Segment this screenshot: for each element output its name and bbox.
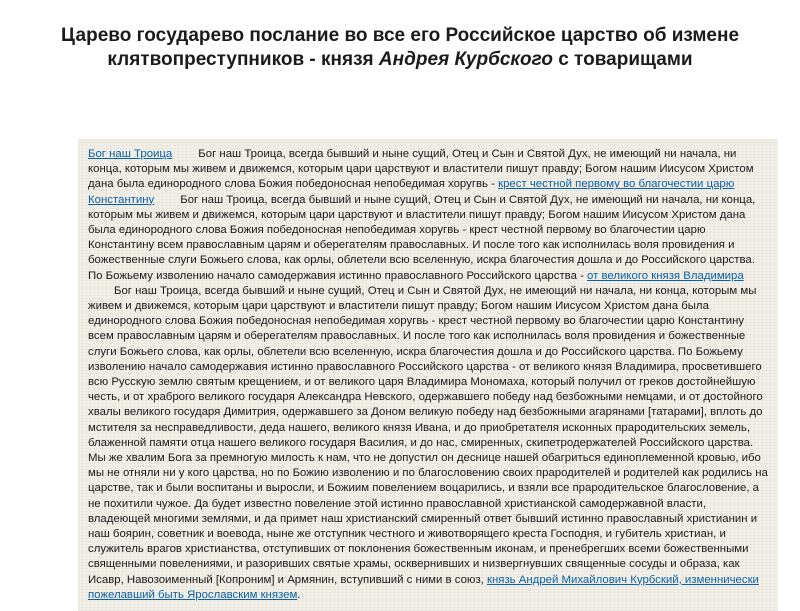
page-title (40, 24, 760, 72)
text-fragment-1: Бог наш Троица, всегда бывший и ныне сущий, Отец и Сын и Святой Дух, не имеющий ни начала, ни конца, которым мы живем и движемся, которым цари царствуют и властители пишут правду; Богом нашим Иисусом Христом дана была единородного слова Божия победоносная непобедимая хоругвь - (88, 148, 754, 191)
link-bog-nash-troica[interactable]: Бог наш Троица (88, 148, 173, 160)
title-part2: с товарищами (552, 49, 693, 70)
link-krest-konstantin[interactable]: крест честной первому во благочестии царю Константину (88, 178, 735, 206)
title-italic-name: Андрея Курбского (378, 49, 553, 70)
link-knyaz-kurbsky[interactable]: князь Андрей Михайлович Курбский, изменнически пожелавший быть Ярославским князем (88, 573, 759, 601)
text-fragment-2: Бог наш Троица, всегда бывший и ныне сущий, Отец и Сын и Святой Дух, не имеющий ни начала, ни конца, которым мы живем и движемся, которым цари царствуют и властители пишут правду; Богом нашим Иисусом Христом дана была единородного слова Божия победоносная непобедимая хоругвь - крест честной первому во благочестии царю Константину всем православным царям и оберегателям православных. И после того как исполнилась воля провидения и божественные слуги Божьего слова, как орлы, облетели всю вселенную, искра благочестия дошла и до Российского царства. По Божьему изволению начало самодержавия истинно православного Российского царства - (88, 193, 756, 282)
letter-text-block (78, 139, 778, 611)
text-fragment-3: Бог наш Троица, всегда бывший и ныне сущий, Отец и Сын и Святой Дух, не имеющий ни начала, ни конца, которым мы живем и движемся, которым цари царствуют и властители пишут правду; Богом нашим Иисусом Христом дана была единородного слова Божия победоносная непобедимая хоругвь - крест честной первому во благочестии царю Константину всем православным царям и оберегателям православных. И после того как исполнилась воля провидения и божественные слуги Божьего слова, как орлы, облетели всю вселенную, искра благочестия дошла и до Российского царства. По Божьему изволению начало самодержавия истинно православного Российского царства - от великого князя Владимира, просветившего всю Русскую землю святым крещением, и от великого царя Владимира Мономаха, который получил от греков достойнейшую честь, и от храброго великого государя Александра Невского, одержавшего победу над безбожными немцами, и от достойного хвалы великого государя Димитрия, одержавшего за Доном великую победу над безбожными агарянами [татарами], вплоть до мстителя за несправедливости, деда нашего, великого князя Ивана, и до приобретателя исконных прародительских земель, блаженной памяти отца нашего великого государя Василия, и до нас, смиренных, скипетродержателей Российского царства. Мы же хвалим Бога за премногую милость к нам, что не допустил он деснице нашей обагриться единоплеменной кровью, ибо мы не отняли ни у кого царства, но по Божию изволению и по благословению своих прародителей и родителей как родились на царстве, так и были воспитаны и выросли, и Божиим повелением воцарились, и взяли все прародительское благословение, а не похитили чужое. Да будет известно повеление этой истинно православной христианской самодержавной власти, владеющей многими землями, и да примет наш христианский смиренный ответ бывший истинно православный христианин и наш боярин, советник и воевода, ныне же отступник честного и животворящего креста Господня, и губитель христиан, и служитель врагов христианства, отступивших от поклонения божественным иконам, и пренебрегших всеми божественными священными повелениями, и разоривших святые храмы, осквернивших и низвергнувших священные сосуды и образа, как Исавр, Навозоименный [Копроним] и Армянин, вступивший с ними в союз, (88, 284, 768, 586)
text-end: . (297, 588, 301, 601)
title-part1: Царево государево послание во все его Российское царство об измене клятвопреступников - князя (60, 25, 740, 70)
link-knyaz-vladimir[interactable]: от великого князя Владимира (587, 269, 744, 282)
